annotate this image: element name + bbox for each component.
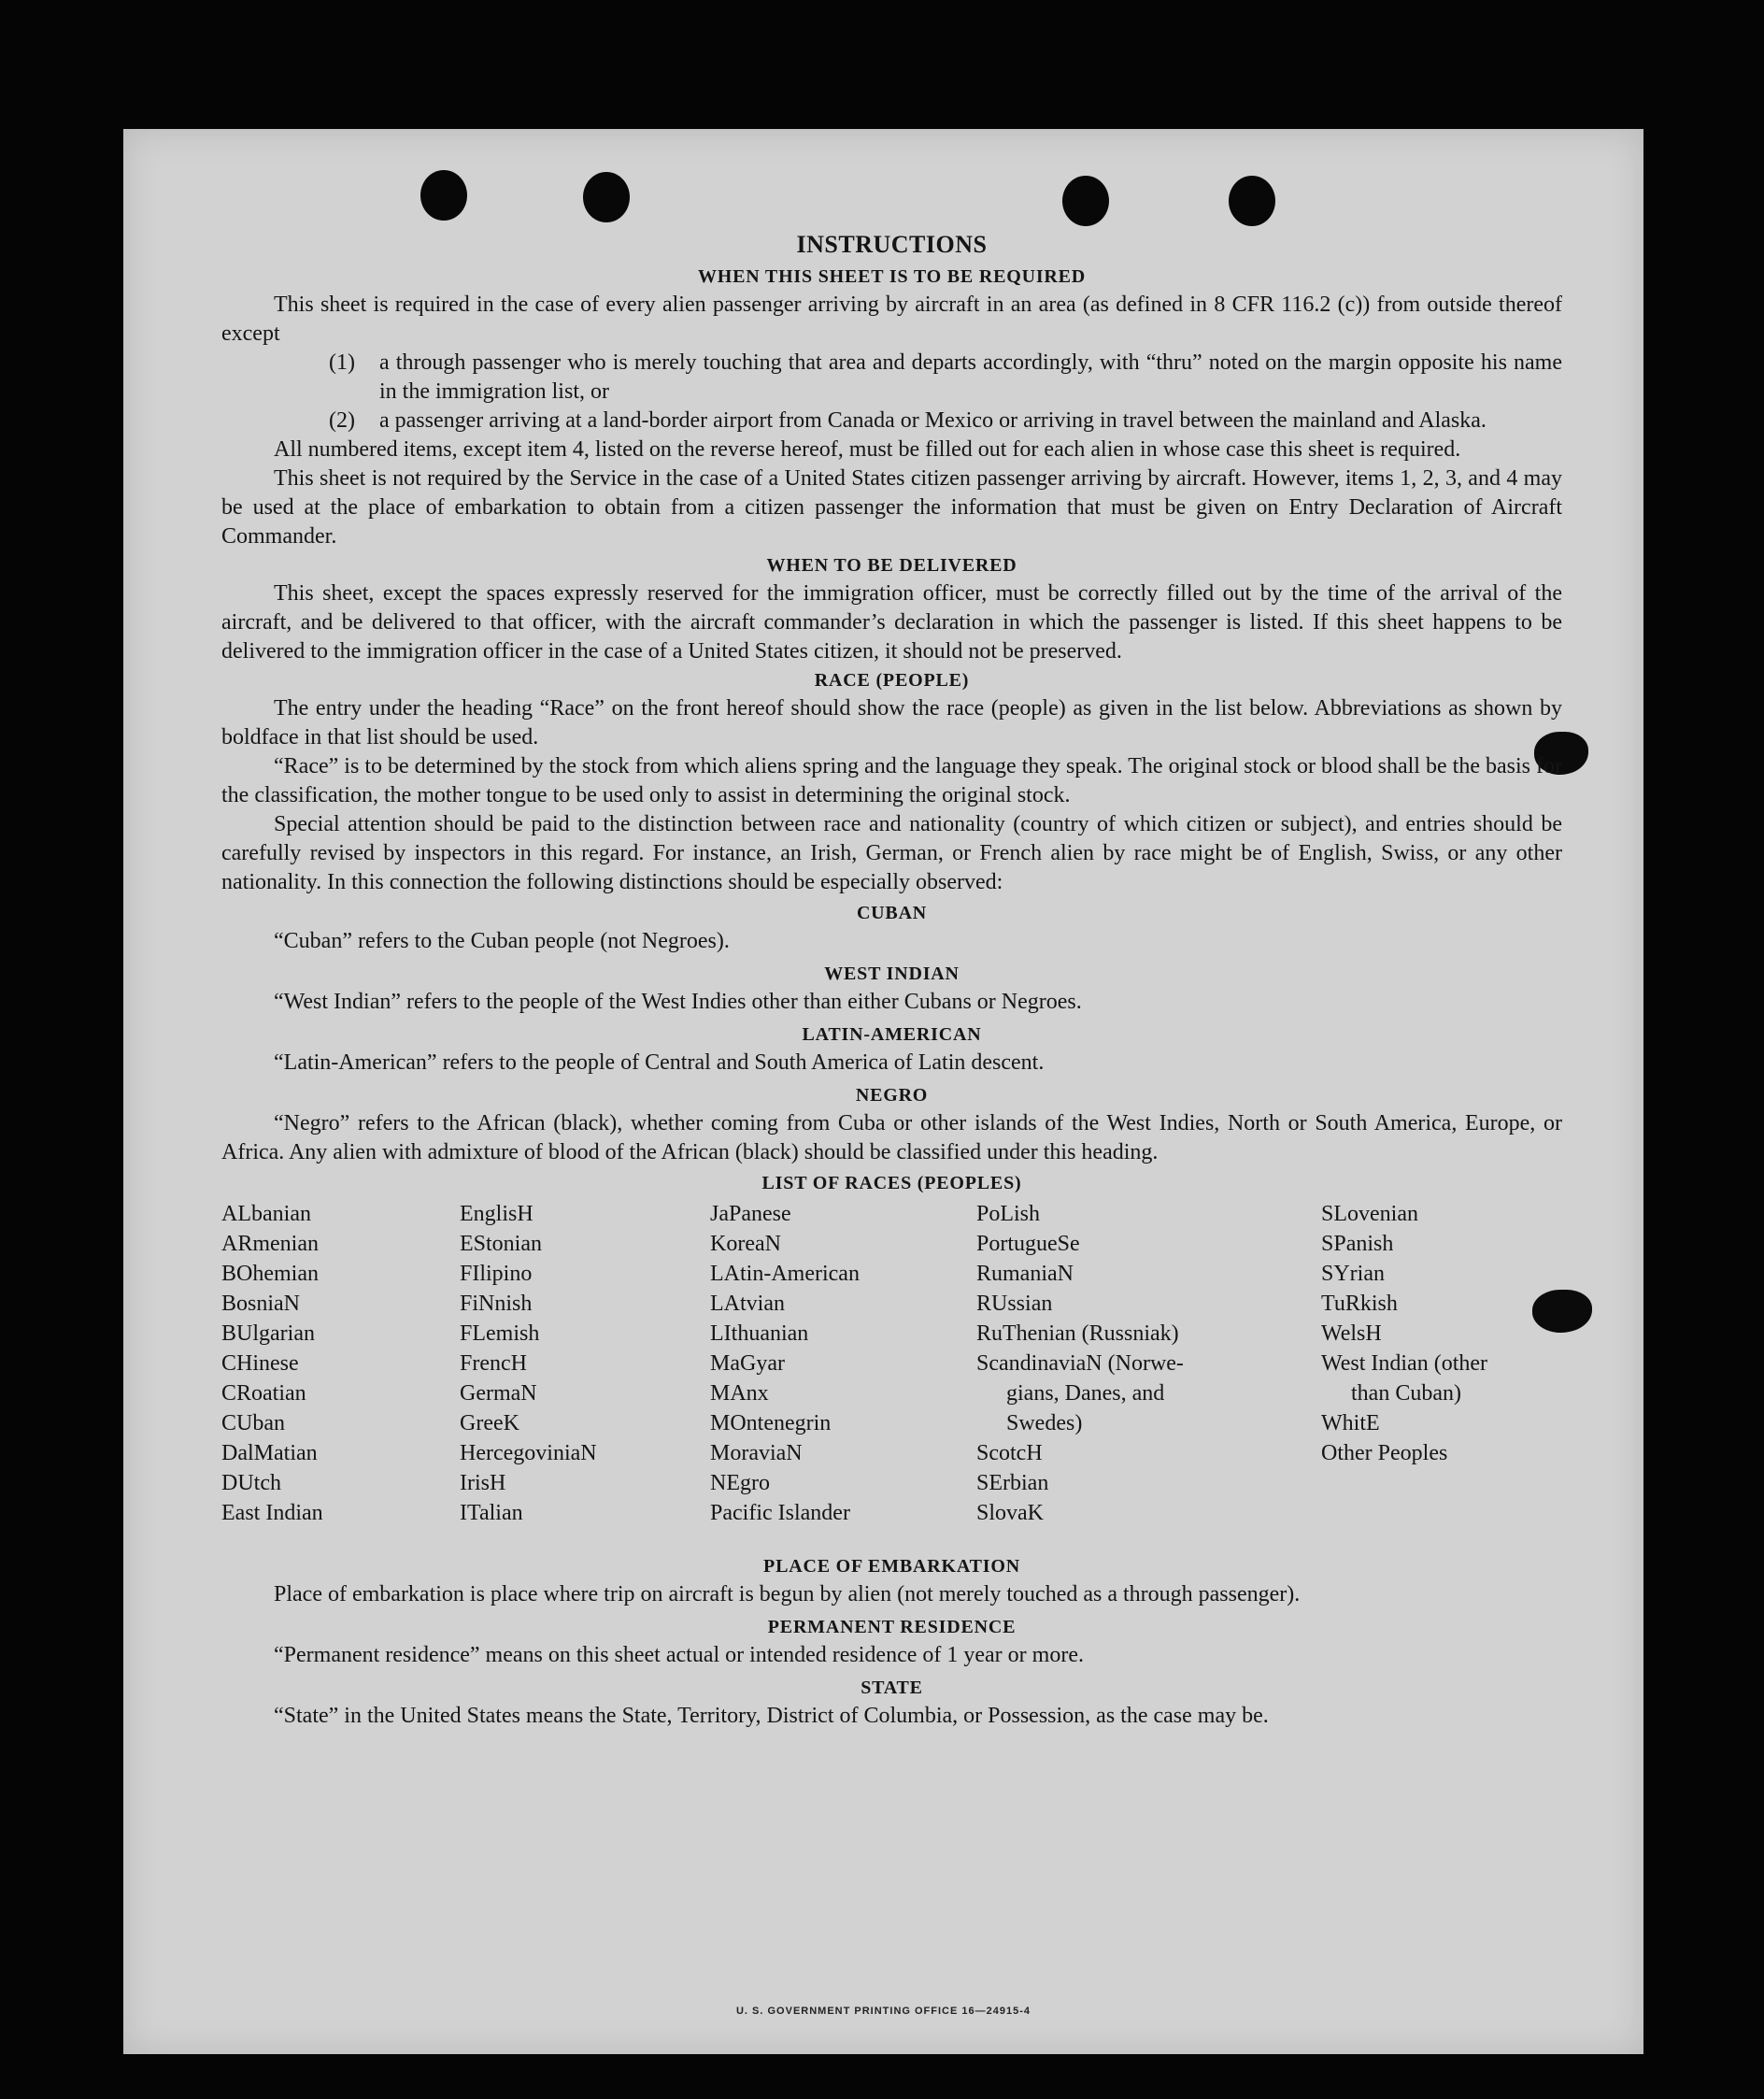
races-column: [221, 1199, 323, 1528]
paragraph: This sheet is not required by the Service in the case of a United States citizen passenger arriving by aircraft. However, items 1, 2, 3, and 4 may be used at the place of embarkation to obtain from a citizen passenger the information that must be given on Entry Declaration of Aircraft Commander.: [221, 466, 1562, 549]
race-entry-continued: Swedes): [1006, 1411, 1083, 1435]
list-item-number: (2): [329, 408, 355, 433]
race-entry: SLovenian: [1321, 1202, 1418, 1226]
race-entry: BUlgarian: [221, 1321, 315, 1346]
race-entry: MOntenegrin: [710, 1411, 832, 1435]
list-item: [221, 349, 1562, 407]
race-entry: LAtvian: [710, 1292, 785, 1316]
race-entry: LIthuanian: [710, 1321, 809, 1346]
paragraph: This sheet is required in the case of every alien passenger arriving by aircraft in an area (as defined in 8 CFR 116.2 (c)) from outside thereof except: [221, 293, 1562, 346]
section-heading: NEGRO: [855, 1085, 929, 1106]
punch-hole: [583, 172, 630, 222]
race-entry: PortugueSe: [976, 1232, 1080, 1256]
race-entry: FrencH: [460, 1351, 527, 1376]
section-heading: WHEN TO BE DELIVERED: [766, 555, 1017, 576]
section-heading: LATIN-AMERICAN: [802, 1024, 982, 1045]
race-entry: KoreaN: [710, 1232, 781, 1256]
race-entry: CRoatian: [221, 1381, 306, 1406]
list-item-text: a through passenger who is merely touching that area and departs accordingly, with “thru” noted on the margin opposite his name in the immigration list, or: [379, 350, 1562, 404]
race-entry: BOhemian: [221, 1262, 319, 1286]
race-entry: HercegoviniaN: [460, 1441, 597, 1465]
race-entry: TuRkish: [1321, 1292, 1398, 1316]
section-heading: WHEN THIS SHEET IS TO BE REQUIRED: [697, 266, 1087, 287]
punch-hole: [1229, 176, 1275, 226]
page-title: INSTRUCTIONS: [796, 231, 988, 258]
races-list: [221, 1199, 1562, 1552]
race-entry: GermaN: [460, 1381, 537, 1406]
race-entry: CUban: [221, 1411, 285, 1435]
race-entry: EStonian: [460, 1232, 542, 1256]
race-entry: ScandinaviaN (Norwe-: [976, 1351, 1184, 1376]
race-entry: CHinese: [221, 1351, 299, 1376]
race-entry: BosniaN: [221, 1292, 300, 1316]
race-entry: NEgro: [710, 1471, 770, 1495]
punch-hole: [420, 170, 467, 221]
race-entry: Other Peoples: [1321, 1441, 1448, 1465]
paragraph: “Permanent residence” means on this sheet actual or intended residence of 1 year or more.: [274, 1643, 1084, 1667]
race-entry: SPanish: [1321, 1232, 1394, 1256]
paragraph: “State” in the United States means the State, Territory, District of Columbia, or Possession, as the case may be.: [274, 1704, 1269, 1728]
punch-hole: [1062, 176, 1109, 226]
document-sheet: [123, 129, 1643, 2054]
paragraph: This sheet, except the spaces expressly reserved for the immigration officer, must be correctly filled out by the time of the arrival of the aircraft, and be delivered to that officer, with the aircraft commander’s declaration in which the passenger is listed. If this sheet happens to be delivered to the immigration officer in the case of a United States citizen, it should not be preserved.: [221, 581, 1562, 664]
paragraph: All numbered items, except item 4, listed on the reverse hereof, must be filled out for each alien in whose case this sheet is required.: [274, 437, 1461, 462]
race-entry: SlovaK: [976, 1501, 1044, 1525]
list-item-text: a passenger arriving at a land-border airport from Canada or Mexico or arriving in travel between the mainland and Alaska.: [379, 408, 1487, 433]
race-entry: ARmenian: [221, 1232, 319, 1256]
race-entry: WhitE: [1321, 1411, 1380, 1435]
section-heading: WEST INDIAN: [824, 964, 960, 984]
races-column: [460, 1199, 597, 1528]
race-entry: WelsH: [1321, 1321, 1382, 1346]
race-entry: FIlipino: [460, 1262, 533, 1286]
race-entry: DalMatian: [221, 1441, 318, 1465]
race-entry: FLemish: [460, 1321, 540, 1346]
paragraph: Place of embarkation is place where trip on aircraft is begun by alien (not merely touched as a through passenger).: [274, 1582, 1301, 1606]
races-column: [710, 1199, 860, 1528]
paragraph: Special attention should be paid to the distinction between race and nationality (country of which citizen or subject), and entries should be carefully revised by inspectors in this regard. For instance, an Irish, German, or French alien by race might be of English, Swiss, or any other nationality. In this connection the following distinctions should be especially observed:: [221, 812, 1562, 894]
list-item: [221, 407, 1562, 436]
section-heading: PLACE OF EMBARKATION: [763, 1556, 1020, 1577]
printing-office-footer: U. S. GOVERNMENT PRINTING OFFICE 16—24915-4: [735, 2006, 1031, 2017]
race-entry: MAnx: [710, 1381, 769, 1406]
race-entry: LAtin-American: [710, 1262, 860, 1286]
race-entry: East Indian: [221, 1501, 323, 1525]
paragraph: The entry under the heading “Race” on the front hereof should show the race (people) as given in the list below. Abbreviations as shown by boldface in that list should be used.: [221, 696, 1562, 750]
race-entry: SErbian: [976, 1471, 1049, 1495]
race-entry: Pacific Islander: [710, 1501, 850, 1525]
paragraph: “Latin-American” refers to the people of Central and South America of Latin descent.: [274, 1050, 1045, 1075]
race-entry: ALbanian: [221, 1202, 311, 1226]
list-item-number: (1): [329, 350, 355, 375]
race-entry: PoLish: [976, 1202, 1041, 1226]
race-entry: ScotcH: [976, 1441, 1043, 1465]
race-entry-continued: gians, Danes, and: [1006, 1381, 1165, 1406]
section-heading: CUBAN: [856, 903, 928, 923]
race-entry: DUtch: [221, 1471, 281, 1495]
race-entry: FiNnish: [460, 1292, 533, 1316]
section-heading: RACE (PEOPLE): [814, 670, 970, 691]
race-entry: IrisH: [460, 1471, 506, 1495]
paragraph: “Negro” refers to the African (black), whether coming from Cuba or other islands of the West Indies, North or South America, Europe, or Africa. Any alien with admixture of blood of the African (black) should be classified under this heading.: [221, 1111, 1562, 1164]
race-entry: West Indian (other: [1321, 1351, 1488, 1376]
race-entry: EnglisH: [460, 1202, 533, 1226]
race-entry: JaPanese: [710, 1202, 791, 1226]
race-entry: MoraviaN: [710, 1441, 803, 1465]
instructions-content: [221, 230, 1562, 1731]
race-entry: MaGyar: [710, 1351, 785, 1376]
race-entry: ITalian: [460, 1501, 523, 1525]
race-entry: RumaniaN: [976, 1262, 1074, 1286]
paragraph: “Race” is to be determined by the stock from which aliens spring and the language they speak. The original stock or blood shall be the basis for the classification, the mother tongue to be used only to assist in determining the original stock.: [221, 754, 1562, 807]
race-entry: GreeK: [460, 1411, 519, 1435]
paragraph: “Cuban” refers to the Cuban people (not Negroes).: [274, 929, 730, 953]
race-entry: RUssian: [976, 1292, 1053, 1316]
races-column: [1321, 1199, 1487, 1468]
section-heading: PERMANENT RESIDENCE: [767, 1617, 1017, 1637]
races-column: [976, 1199, 1184, 1528]
section-heading: STATE: [861, 1678, 923, 1698]
race-entry: SYrian: [1321, 1262, 1385, 1286]
race-entry: RuThenian (Russniak): [976, 1321, 1179, 1346]
paragraph: “West Indian” refers to the people of the West Indies other than either Cubans or Negroes.: [274, 990, 1082, 1014]
section-heading: LIST OF RACES (PEOPLES): [761, 1173, 1022, 1193]
race-entry-continued: than Cuban): [1351, 1381, 1461, 1406]
